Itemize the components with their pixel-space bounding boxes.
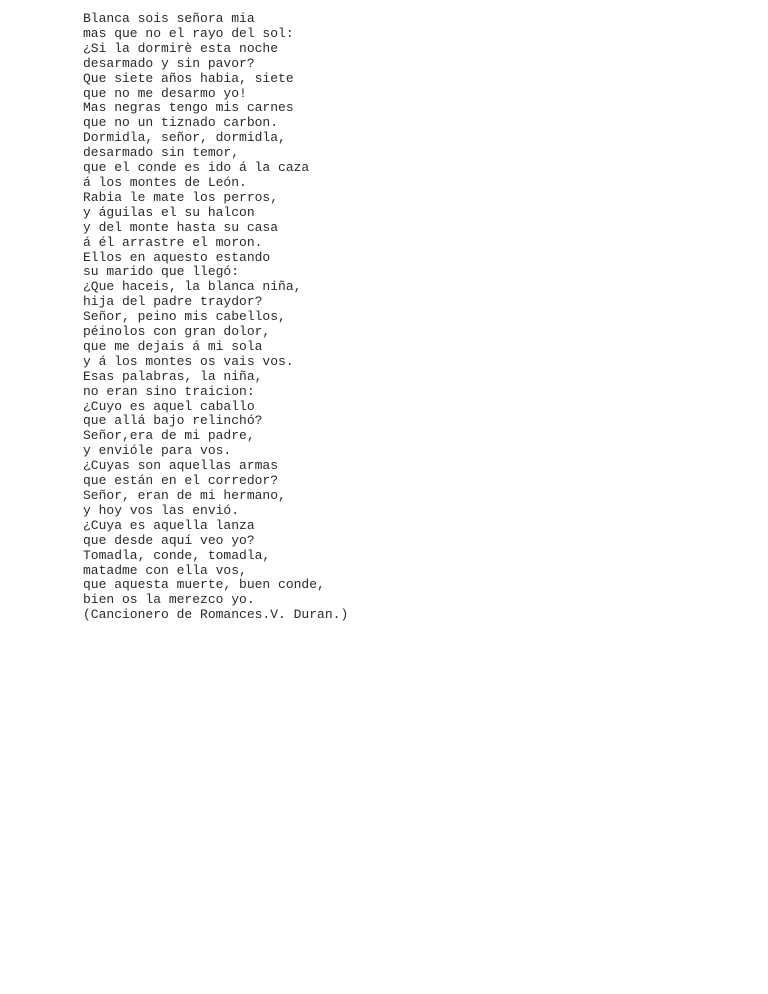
poem-line: matadme con ella vos,	[83, 562, 247, 578]
poem-line: desarmado y sin pavor?	[83, 55, 255, 71]
poem-line: Esas palabras, la niña,	[83, 368, 263, 384]
poem-line: ¿Cuyo es aquel caballo	[83, 398, 255, 414]
poem-line: ¿Cuya es aquella lanza	[83, 517, 255, 533]
poem-line: y hoy vos las envió.	[83, 502, 240, 518]
poem-line: desarmado sin temor,	[83, 145, 240, 161]
poem-line: Dormidla, señor, dormidla,	[83, 130, 286, 146]
poem-line: mas que no el rayo del sol:	[83, 25, 294, 41]
document-page	[83, 12, 743, 623]
poem-line: ¿Si la dormirè esta noche	[83, 40, 279, 56]
poem-line: Ellos en aquesto estando	[83, 249, 271, 265]
poem-line: ¿Cuyas son aquellas armas	[83, 458, 279, 474]
poem-line: y del monte hasta su casa	[83, 219, 279, 235]
poem-line: que me dejais á mi sola	[83, 338, 263, 354]
poem-line: no eran sino traicion:	[83, 383, 255, 399]
poem-line: y á los montes os vais vos.	[83, 353, 294, 369]
poem-text	[83, 12, 743, 623]
poem-line: ¿Que haceis, la blanca niña,	[83, 279, 302, 295]
poem-line: que están en el corredor?	[83, 473, 279, 489]
poem-line: Mas negras tengo mis carnes	[83, 100, 294, 116]
poem-line: Blanca sois señora mia	[83, 11, 255, 26]
poem-line: Rabia le mate los perros,	[83, 189, 279, 205]
poem-line: que aquesta muerte, buen conde,	[83, 577, 325, 593]
poem-line: á los montes de León.	[83, 174, 247, 190]
poem-line: hija del padre traydor?	[83, 294, 263, 310]
poem-line: Tomadla, conde, tomadla,	[83, 547, 271, 563]
poem-line: que no me desarmo yo!	[83, 85, 247, 101]
poem-line: Señor,era de mi padre,	[83, 428, 255, 444]
poem-line: y águilas el su halcon	[83, 204, 255, 220]
poem-line: y envióle para vos.	[83, 443, 232, 459]
poem-line: que no un tiznado carbon.	[83, 115, 279, 131]
poem-line: Que siete años habia, siete	[83, 70, 294, 86]
poem-line: bien os la merezco yo.	[83, 592, 255, 608]
poem-line: péinolos con gran dolor,	[83, 324, 271, 340]
poem-line: (Cancionero de Romances.V. Duran.)	[83, 607, 349, 623]
poem-line: á él arrastre el moron.	[83, 234, 263, 250]
poem-line: que desde aquí veo yo?	[83, 532, 255, 548]
poem-line: Señor, eran de mi hermano,	[83, 488, 286, 503]
poem-line: que allá bajo relinchó?	[83, 413, 263, 429]
poem-line: su marido que llegó:	[83, 264, 240, 280]
poem-line: que el conde es ido á la caza	[83, 160, 310, 176]
poem-line: Señor, peino mis cabellos,	[83, 309, 286, 325]
